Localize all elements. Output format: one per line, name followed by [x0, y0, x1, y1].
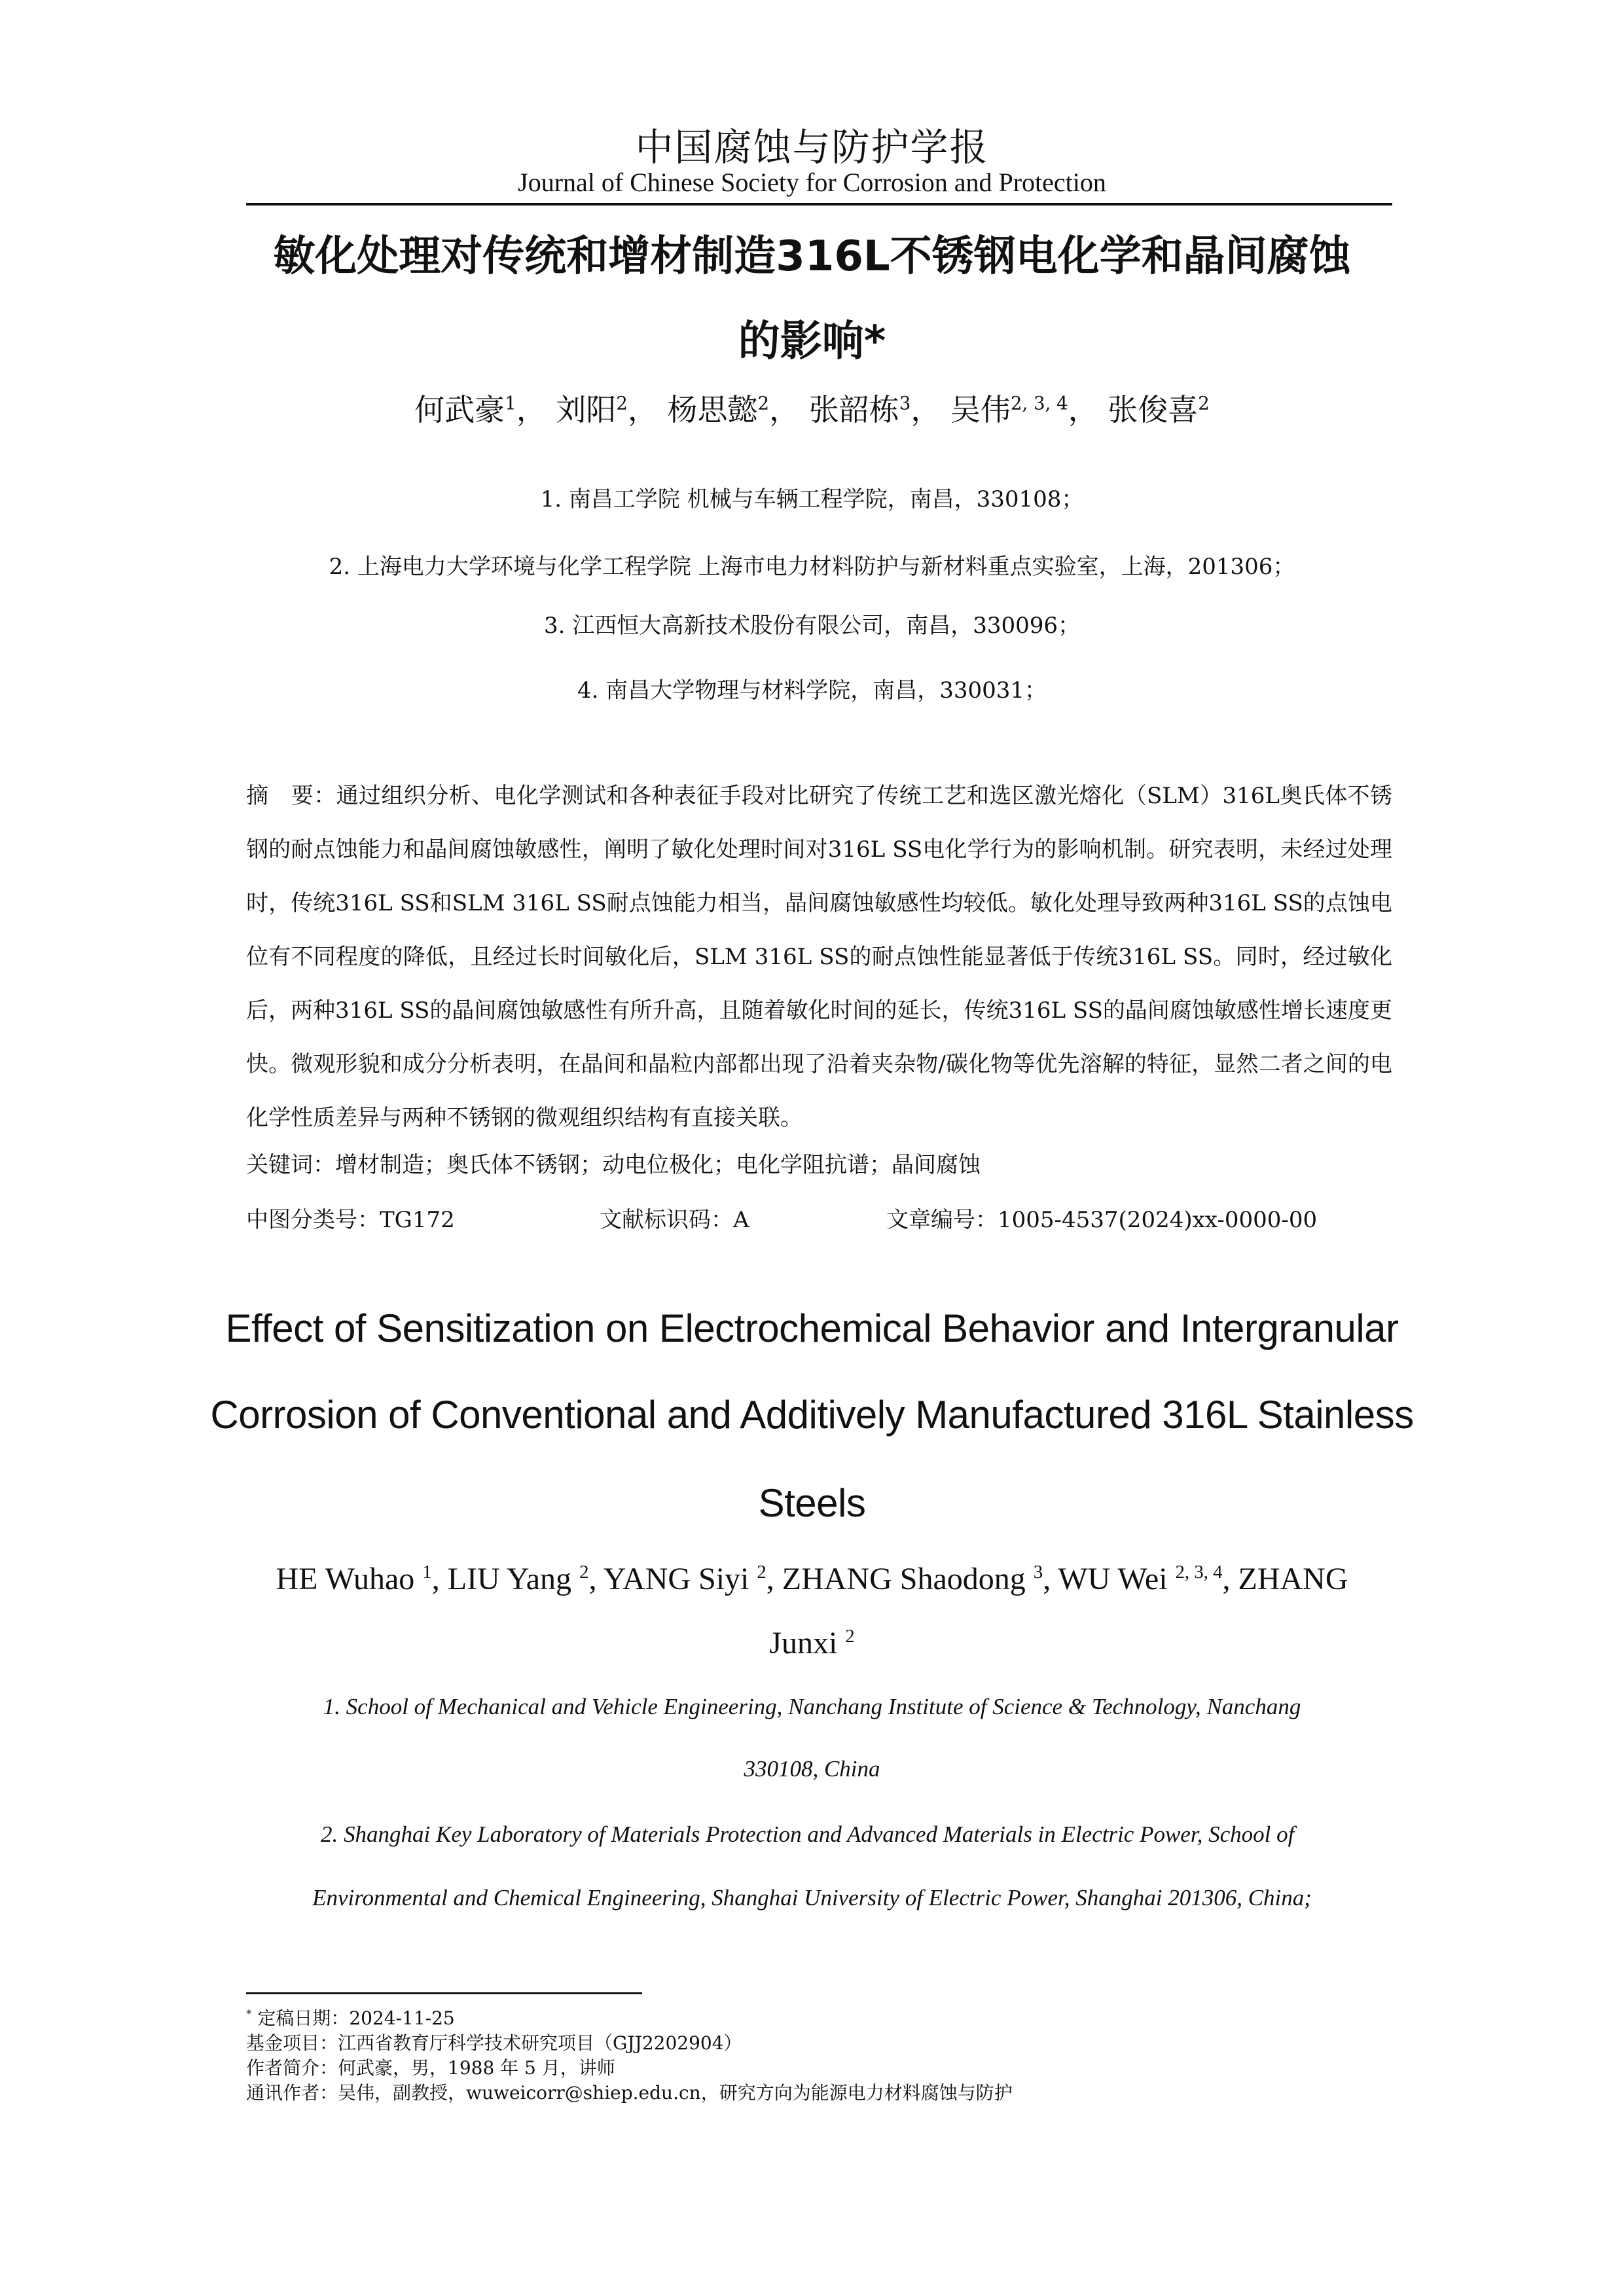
footnote-fund: 基金项目：江西省教育厅科学技术研究项目（GJJ2202904） — [246, 2032, 742, 2054]
footnote-received: * 定稿日期：2024-11-25 — [246, 2007, 455, 2029]
title-cn-line2: 的影响* — [738, 317, 886, 366]
author-en: LIU Yang $^2$, — [447, 1562, 604, 1596]
journal-name-cn: 中国腐蚀与防护学报 — [635, 125, 989, 170]
abstract — [246, 769, 1392, 1145]
footnote-corresponding: 通讯作者：吴伟，副教授，wuweicorr@shiep.edu.cn，研究方向为能源电力材料腐蚀与防护 — [246, 2082, 1013, 2104]
author-cn: 刘阳$^2$， — [556, 392, 658, 427]
authors-en-line1 — [0, 1561, 1624, 1597]
keywords-label: 关键词： — [246, 1152, 335, 1178]
authors-cn — [0, 386, 1624, 429]
header-divider — [246, 203, 1392, 206]
abstract-label: 摘 要： — [246, 783, 336, 809]
affiliation-cn-3: 3. 江西恒大高新技术股份有限公司，南昌，330096； — [543, 613, 1081, 639]
author-cn: 吴伟$^{2, 3, 4}$， — [950, 392, 1098, 427]
affiliation-cn-1: 1. 南昌工学院 机械与车辆工程学院，南昌，330108； — [540, 486, 1084, 512]
abstract-text: 通过组织分析、电化学测试和各种表征手段对比研究了传统工艺和选区激光熔化（SLM）316L奥氏体不锈钢的耐点蚀能力和晶间腐蚀敏感性，阐明了敏化处理时间对316L SS电化学行为的影响机制。研究表明，未经过处理时，传统316L SS和SLM 316L SS耐点蚀能力相当，晶间腐蚀敏感性均较低。敏化处理导致两种316L SS的点蚀电位有不同程度的降低，且经过长时间敏化后，SLM 316L SS的耐点蚀性能显著低于传统316L SS。同时，经过敏化后，两种316L SS的晶间腐蚀敏感性有所升高，且随着敏化时间的延长，传统316L SS的晶间腐蚀敏感性增长速度更快。微观形貌和成分分析表明，在晶间和晶粒内部都出现了沿着夹杂物/碳化物等优先溶解的特征，显然二者之间的电化学性质差异与两种不锈钢的微观组织结构有直接关联。 — [246, 783, 1393, 1131]
clc-number: 中图分类号：TG172 — [246, 1207, 455, 1233]
article-number: 文章编号：1005-4537(2024)xx-0000-00 — [886, 1207, 1318, 1233]
affiliation-en-1-line2: 330108, China — [744, 1756, 880, 1782]
keywords — [246, 1147, 981, 1179]
affiliation-en-2-line1: 2. Shanghai Key Laboratory of Materials Protection and Advanced Materials in Electric Power, School of — [321, 1821, 1295, 1847]
author-en: ZHANG Shaodong $^3$, — [782, 1562, 1058, 1596]
asterisk-mark: * — [246, 2007, 252, 2020]
affiliation-cn-4: 4. 南昌大学物理与材料学院，南昌，330031； — [577, 677, 1047, 704]
author-cn: 张俊喜$^2$ — [1108, 392, 1210, 427]
footnotes — [246, 2006, 1013, 2106]
author-en: HE Wuhao $^1$, — [276, 1562, 448, 1596]
author-en: YANG Siyi $^2$, — [603, 1562, 782, 1596]
affiliation-cn-2: 2. 上海电力大学环境与化学工程学院 上海市电力材料防护与新材料重点实验室，上海，201306； — [329, 554, 1295, 580]
authors-en-line2 — [0, 1625, 1624, 1661]
title-en-line3: Steels — [758, 1481, 866, 1525]
affiliation-en-1-line1: 1. School of Mechanical and Vehicle Engineering, Nanchang Institute of Science & Technology, Nanchang — [323, 1694, 1301, 1719]
classification-row — [246, 1202, 1317, 1234]
title-en-line2: Corrosion of Conventional and Additively Manufactured 316L Stainless — [210, 1393, 1414, 1437]
footnote-author: 作者简介：何武豪，男，1988 年 5 月，讲师 — [246, 2057, 615, 2079]
author-en: Junxi $^2$ — [769, 1626, 855, 1660]
author-cn: 张韶栋$^3$， — [808, 392, 941, 427]
journal-name-en: Journal of Chinese Society for Corrosion and Protection — [518, 168, 1106, 197]
title-cn-line1: 敏化处理对传统和增材制造316L不锈钢电化学和晶间腐蚀 — [273, 232, 1351, 281]
author-cn: 何武豪$^1$， — [414, 392, 547, 427]
title-en-line1: Effect of Sensitization on Electrochemical Behavior and Intergranular — [225, 1306, 1399, 1350]
affiliation-en-2-line2: Environmental and Chemical Engineering, Shanghai University of Electric Power, Shanghai 201306, China; — [312, 1885, 1312, 1910]
footnote-divider — [246, 1992, 642, 1994]
document-code: 文献标识码：A — [600, 1207, 749, 1233]
author-en: WU Wei $^{2, 3, 4}$, ZHANG — [1058, 1562, 1348, 1596]
keywords-text: 增材制造；奥氏体不锈钢；动电位极化；电化学阻抗谱；晶间腐蚀 — [335, 1152, 981, 1178]
author-cn: 杨思懿$^2$， — [667, 392, 800, 427]
